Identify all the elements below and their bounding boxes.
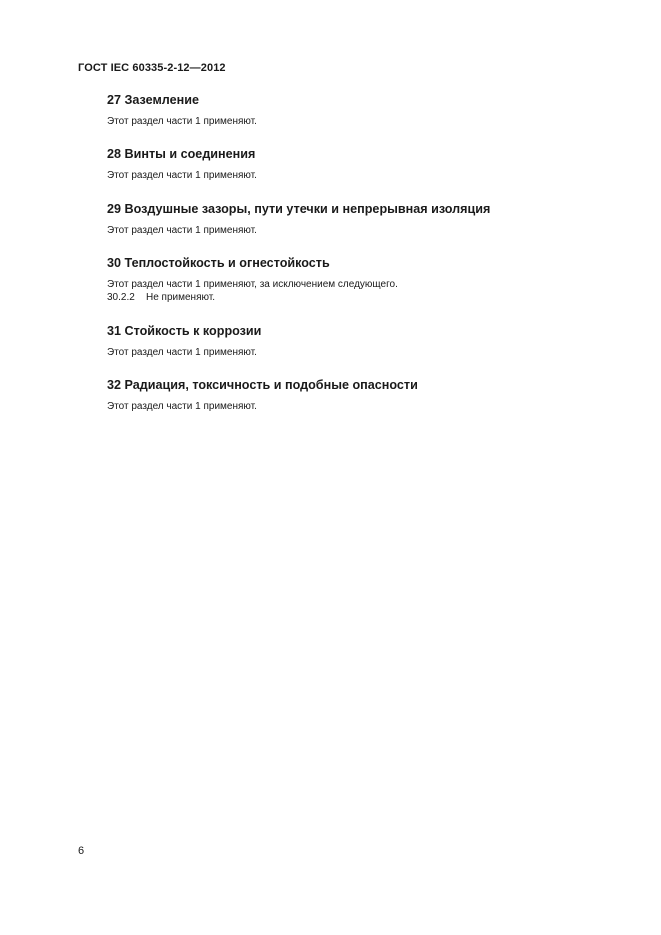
section-title: 32 Радиация, токсичность и подобные опасности [107,378,418,392]
clause-30-2-2 [107,291,607,304]
section-text: Этот раздел части 1 применяют. [107,170,257,181]
section-text: Этот раздел части 1 применяют. [107,347,257,358]
section-30 [107,255,607,304]
section-29 [107,201,607,237]
section-text: Этот раздел части 1 применяют. [107,116,257,127]
clause-text: Не применяют. [146,292,216,303]
section-28 [107,146,607,182]
section-31 [107,323,607,359]
document-header: ГОСТ IEC 60335-2-12—2012 [78,62,226,74]
clause-number: 30.2.2 [107,292,135,303]
section-32 [107,377,607,413]
section-text: Этот раздел части 1 применяют, за исключением следующего. [107,279,398,290]
page-number: 6 [78,845,85,857]
section-title: 30 Теплостойкость и огнестойкость [107,256,330,270]
section-title: 27 Заземление [107,93,199,107]
section-title: 31 Стойкость к коррозии [107,324,262,338]
section-text: Этот раздел части 1 применяют. [107,401,257,412]
section-title: 28 Винты и соединения [107,147,256,161]
section-title: 29 Воздушные зазоры, пути утечки и непрерывная изоляция [107,202,491,216]
section-27 [107,92,607,128]
section-text: Этот раздел части 1 применяют. [107,225,257,236]
